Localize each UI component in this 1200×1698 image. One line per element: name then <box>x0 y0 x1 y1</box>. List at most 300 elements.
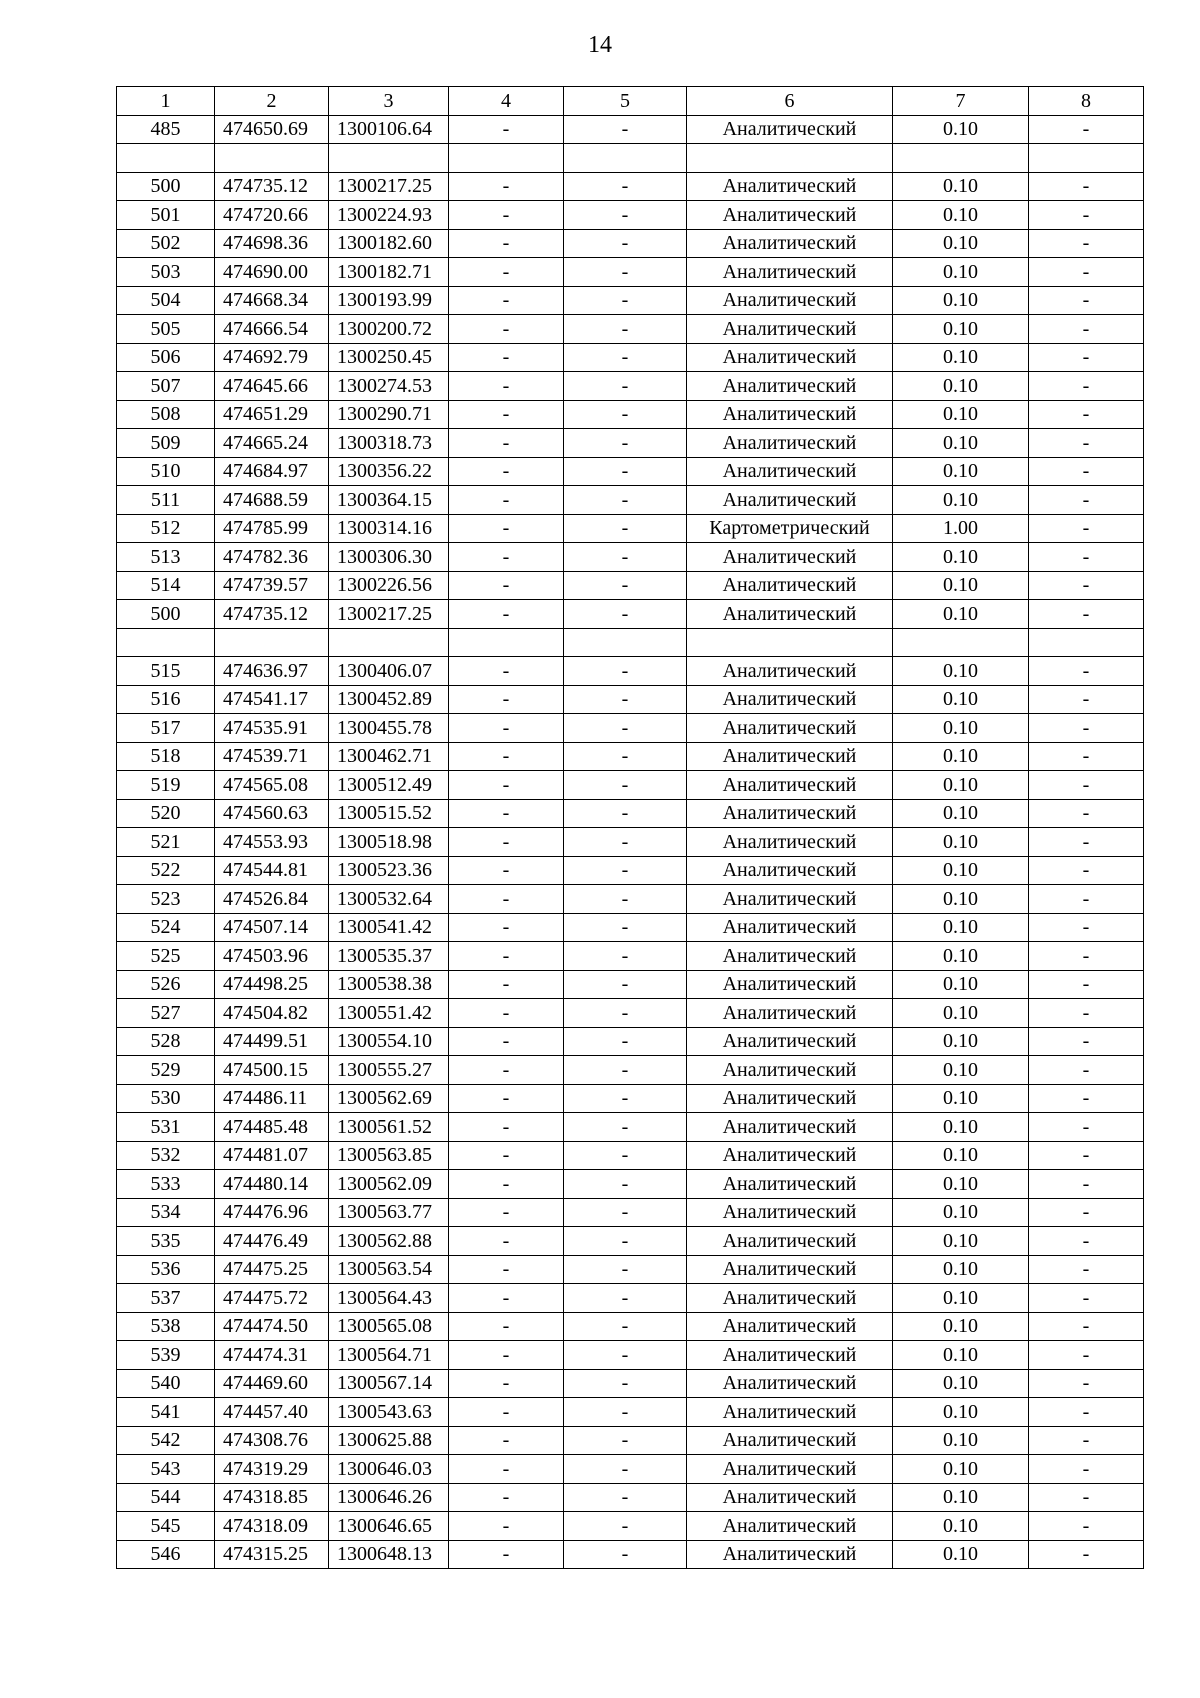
cell-y-coordinate: 1300306.30 <box>329 543 449 572</box>
cell-col-8: - <box>1029 856 1144 885</box>
cell-precision: 0.10 <box>893 942 1029 971</box>
cell-col-8: - <box>1029 942 1144 971</box>
cell-y-coordinate: 1300290.71 <box>329 400 449 429</box>
cell-precision: 0.10 <box>893 543 1029 572</box>
cell-precision: 0.10 <box>893 1398 1029 1427</box>
table-row <box>117 201 1144 230</box>
page-number: 14 <box>588 32 612 58</box>
cell-col-4: - <box>449 201 564 230</box>
cell-method: Аналитический <box>687 1483 893 1512</box>
cell-col-5: - <box>564 742 687 771</box>
table-row <box>117 771 1144 800</box>
cell-point-number: 536 <box>117 1255 215 1284</box>
table-row <box>117 315 1144 344</box>
cell-x-coordinate: 474500.15 <box>215 1056 329 1085</box>
cell-x-coordinate <box>215 144 329 173</box>
table-row <box>117 1483 1144 1512</box>
cell-col-5: - <box>564 913 687 942</box>
table-row <box>117 714 1144 743</box>
cell-x-coordinate: 474457.40 <box>215 1398 329 1427</box>
cell-col-8: - <box>1029 799 1144 828</box>
cell-y-coordinate: 1300200.72 <box>329 315 449 344</box>
cell-precision: 0.10 <box>893 828 1029 857</box>
cell-x-coordinate: 474636.97 <box>215 657 329 686</box>
cell-point-number: 528 <box>117 1027 215 1056</box>
cell-col-8: - <box>1029 1540 1144 1569</box>
cell-col-4: - <box>449 315 564 344</box>
cell-x-coordinate: 474544.81 <box>215 856 329 885</box>
cell-method: Аналитический <box>687 1170 893 1199</box>
cell-col-5: - <box>564 1312 687 1341</box>
cell-method: Аналитический <box>687 1198 893 1227</box>
cell-x-coordinate: 474504.82 <box>215 999 329 1028</box>
table-row <box>117 1170 1144 1199</box>
cell-y-coordinate: 1300217.25 <box>329 172 449 201</box>
cell-x-coordinate: 474498.25 <box>215 970 329 999</box>
cell-method: Аналитический <box>687 1540 893 1569</box>
cell-point-number: 529 <box>117 1056 215 1085</box>
cell-method: Аналитический <box>687 913 893 942</box>
cell-precision: 0.10 <box>893 1369 1029 1398</box>
table-row <box>117 1056 1144 1085</box>
cell-col-5: - <box>564 201 687 230</box>
cell-method: Аналитический <box>687 400 893 429</box>
cell-method: Аналитический <box>687 1084 893 1113</box>
cell-col-8: - <box>1029 1141 1144 1170</box>
cell-point-number: 546 <box>117 1540 215 1569</box>
cell-x-coordinate: 474474.50 <box>215 1312 329 1341</box>
cell-col-4: - <box>449 543 564 572</box>
cell-col-4: - <box>449 1027 564 1056</box>
cell-col-8: - <box>1029 685 1144 714</box>
cell-precision: 0.10 <box>893 600 1029 629</box>
cell-precision: 0.10 <box>893 1027 1029 1056</box>
cell-x-coordinate: 474476.49 <box>215 1227 329 1256</box>
cell-col-5: - <box>564 970 687 999</box>
cell-precision: 0.10 <box>893 1540 1029 1569</box>
cell-x-coordinate: 474565.08 <box>215 771 329 800</box>
cell-col-8: - <box>1029 372 1144 401</box>
cell-precision: 0.10 <box>893 1455 1029 1484</box>
cell-x-coordinate: 474688.59 <box>215 486 329 515</box>
cell-point-number: 540 <box>117 1369 215 1398</box>
cell-col-5: - <box>564 229 687 258</box>
cell-precision: 0.10 <box>893 172 1029 201</box>
cell-point-number: 508 <box>117 400 215 429</box>
cell-x-coordinate: 474735.12 <box>215 600 329 629</box>
column-header-1: 1 <box>117 87 215 116</box>
cell-col-8: - <box>1029 514 1144 543</box>
cell-col-4: - <box>449 514 564 543</box>
cell-point-number: 518 <box>117 742 215 771</box>
table-row <box>117 229 1144 258</box>
cell-precision: 0.10 <box>893 1312 1029 1341</box>
table-row <box>117 828 1144 857</box>
cell-precision: 0.10 <box>893 771 1029 800</box>
cell-y-coordinate: 1300356.22 <box>329 457 449 486</box>
cell-x-coordinate: 474720.66 <box>215 201 329 230</box>
cell-x-coordinate: 474308.76 <box>215 1426 329 1455</box>
cell-point-number: 544 <box>117 1483 215 1512</box>
cell-col-8: - <box>1029 1027 1144 1056</box>
cell-method: Аналитический <box>687 115 893 144</box>
column-header-4: 4 <box>449 87 564 116</box>
cell-col-5: - <box>564 685 687 714</box>
cell-col-5: - <box>564 942 687 971</box>
cell-col-5: - <box>564 1113 687 1142</box>
cell-precision: 0.10 <box>893 315 1029 344</box>
cell-col-8 <box>1029 628 1144 657</box>
cell-method: Аналитический <box>687 1455 893 1484</box>
cell-point-number: 503 <box>117 258 215 287</box>
cell-method: Аналитический <box>687 685 893 714</box>
cell-y-coordinate: 1300106.64 <box>329 115 449 144</box>
cell-col-5: - <box>564 400 687 429</box>
cell-point-number: 513 <box>117 543 215 572</box>
table-row <box>117 1341 1144 1370</box>
cell-method: Аналитический <box>687 1398 893 1427</box>
cell-point-number: 515 <box>117 657 215 686</box>
cell-precision <box>893 144 1029 173</box>
cell-precision: 0.10 <box>893 1227 1029 1256</box>
cell-y-coordinate: 1300462.71 <box>329 742 449 771</box>
cell-y-coordinate <box>329 628 449 657</box>
cell-point-number: 530 <box>117 1084 215 1113</box>
cell-col-4: - <box>449 286 564 315</box>
table-row <box>117 343 1144 372</box>
cell-col-8: - <box>1029 1398 1144 1427</box>
cell-y-coordinate: 1300563.77 <box>329 1198 449 1227</box>
cell-precision: 0.10 <box>893 343 1029 372</box>
cell-col-8: - <box>1029 970 1144 999</box>
cell-col-8: - <box>1029 429 1144 458</box>
cell-precision: 0.10 <box>893 685 1029 714</box>
cell-method: Аналитический <box>687 714 893 743</box>
column-header-6: 6 <box>687 87 893 116</box>
cell-col-8: - <box>1029 258 1144 287</box>
cell-point-number: 506 <box>117 343 215 372</box>
cell-y-coordinate: 1300217.25 <box>329 600 449 629</box>
cell-precision: 0.10 <box>893 1483 1029 1512</box>
cell-precision: 0.10 <box>893 258 1029 287</box>
cell-precision: 0.10 <box>893 571 1029 600</box>
cell-col-4: - <box>449 828 564 857</box>
cell-y-coordinate: 1300565.08 <box>329 1312 449 1341</box>
cell-method: Аналитический <box>687 201 893 230</box>
cell-x-coordinate: 474318.85 <box>215 1483 329 1512</box>
cell-col-8: - <box>1029 885 1144 914</box>
cell-precision: 0.10 <box>893 286 1029 315</box>
table-row <box>117 571 1144 600</box>
cell-precision: 0.10 <box>893 657 1029 686</box>
cell-col-4: - <box>449 600 564 629</box>
cell-method: Аналитический <box>687 571 893 600</box>
cell-col-5: - <box>564 1512 687 1541</box>
cell-col-4: - <box>449 400 564 429</box>
cell-col-8: - <box>1029 1198 1144 1227</box>
cell-method: Аналитический <box>687 229 893 258</box>
cell-col-8: - <box>1029 201 1144 230</box>
cell-point-number: 517 <box>117 714 215 743</box>
cell-method: Аналитический <box>687 486 893 515</box>
table-row <box>117 856 1144 885</box>
cell-col-4: - <box>449 970 564 999</box>
cell-method: Аналитический <box>687 543 893 572</box>
cell-col-8: - <box>1029 714 1144 743</box>
cell-y-coordinate: 1300646.65 <box>329 1512 449 1541</box>
column-header-3: 3 <box>329 87 449 116</box>
cell-precision: 0.10 <box>893 372 1029 401</box>
cell-precision: 0.10 <box>893 1141 1029 1170</box>
cell-precision: 0.10 <box>893 799 1029 828</box>
cell-col-5: - <box>564 372 687 401</box>
cell-col-4: - <box>449 1398 564 1427</box>
cell-col-8: - <box>1029 1512 1144 1541</box>
cell-col-5: - <box>564 286 687 315</box>
cell-point-number: 545 <box>117 1512 215 1541</box>
cell-precision: 0.10 <box>893 913 1029 942</box>
cell-y-coordinate: 1300406.07 <box>329 657 449 686</box>
table-row <box>117 457 1144 486</box>
cell-y-coordinate: 1300561.52 <box>329 1113 449 1142</box>
cell-col-4: - <box>449 657 564 686</box>
cell-method: Аналитический <box>687 942 893 971</box>
cell-col-8: - <box>1029 1341 1144 1370</box>
cell-col-5: - <box>564 1084 687 1113</box>
cell-col-8: - <box>1029 343 1144 372</box>
cell-precision: 0.10 <box>893 1056 1029 1085</box>
cell-y-coordinate: 1300364.15 <box>329 486 449 515</box>
table-row <box>117 913 1144 942</box>
cell-method: Аналитический <box>687 657 893 686</box>
cell-col-4: - <box>449 1369 564 1398</box>
cell-y-coordinate: 1300541.42 <box>329 913 449 942</box>
cell-col-8: - <box>1029 1056 1144 1085</box>
table-row <box>117 543 1144 572</box>
cell-method: Аналитический <box>687 457 893 486</box>
table-row <box>117 172 1144 201</box>
cell-method: Аналитический <box>687 1426 893 1455</box>
cell-col-4: - <box>449 343 564 372</box>
cell-point-number: 531 <box>117 1113 215 1142</box>
cell-method: Аналитический <box>687 258 893 287</box>
cell-col-8: - <box>1029 1369 1144 1398</box>
cell-col-4: - <box>449 1483 564 1512</box>
cell-x-coordinate: 474692.79 <box>215 343 329 372</box>
cell-col-8: - <box>1029 315 1144 344</box>
cell-point-number: 500 <box>117 600 215 629</box>
cell-col-8: - <box>1029 1284 1144 1313</box>
cell-col-4: - <box>449 172 564 201</box>
cell-x-coordinate: 474645.66 <box>215 372 329 401</box>
table-row <box>117 1426 1144 1455</box>
cell-point-number: 485 <box>117 115 215 144</box>
cell-col-4: - <box>449 799 564 828</box>
column-header-8: 8 <box>1029 87 1144 116</box>
cell-col-4: - <box>449 571 564 600</box>
table-row <box>117 1369 1144 1398</box>
table-row <box>117 742 1144 771</box>
cell-x-coordinate: 474668.34 <box>215 286 329 315</box>
cell-method: Аналитический <box>687 970 893 999</box>
cell-col-8: - <box>1029 286 1144 315</box>
cell-col-4: - <box>449 999 564 1028</box>
cell-col-5: - <box>564 514 687 543</box>
cell-y-coordinate: 1300563.85 <box>329 1141 449 1170</box>
cell-point-number: 533 <box>117 1170 215 1199</box>
cell-method: Аналитический <box>687 429 893 458</box>
table-row <box>117 372 1144 401</box>
cell-y-coordinate: 1300512.49 <box>329 771 449 800</box>
table-row <box>117 885 1144 914</box>
table-header-row <box>117 87 1144 116</box>
cell-col-4: - <box>449 714 564 743</box>
cell-y-coordinate: 1300318.73 <box>329 429 449 458</box>
cell-method: Аналитический <box>687 600 893 629</box>
cell-method: Картометрический <box>687 514 893 543</box>
cell-col-8: - <box>1029 571 1144 600</box>
cell-x-coordinate <box>215 628 329 657</box>
cell-col-8: - <box>1029 600 1144 629</box>
table-row <box>117 1540 1144 1569</box>
cell-col-8: - <box>1029 1255 1144 1284</box>
cell-y-coordinate: 1300551.42 <box>329 999 449 1028</box>
cell-col-8: - <box>1029 742 1144 771</box>
cell-y-coordinate: 1300182.60 <box>329 229 449 258</box>
cell-col-5: - <box>564 885 687 914</box>
cell-y-coordinate: 1300515.52 <box>329 799 449 828</box>
cell-col-4: - <box>449 229 564 258</box>
cell-x-coordinate: 474526.84 <box>215 885 329 914</box>
table-row <box>117 1113 1144 1142</box>
cell-col-8: - <box>1029 1455 1144 1484</box>
table-row <box>117 685 1144 714</box>
cell-x-coordinate: 474782.36 <box>215 543 329 572</box>
cell-col-5: - <box>564 771 687 800</box>
cell-col-5: - <box>564 457 687 486</box>
table-row <box>117 1312 1144 1341</box>
table-row <box>117 258 1144 287</box>
cell-y-coordinate: 1300646.03 <box>329 1455 449 1484</box>
table-row <box>117 970 1144 999</box>
cell-col-8: - <box>1029 115 1144 144</box>
cell-precision: 0.10 <box>893 429 1029 458</box>
cell-method <box>687 628 893 657</box>
cell-x-coordinate: 474684.97 <box>215 457 329 486</box>
cell-col-4: - <box>449 1512 564 1541</box>
cell-col-4: - <box>449 1141 564 1170</box>
cell-x-coordinate: 474507.14 <box>215 913 329 942</box>
cell-y-coordinate: 1300563.54 <box>329 1255 449 1284</box>
table-row-separator <box>117 144 1144 173</box>
cell-method: Аналитический <box>687 1341 893 1370</box>
column-header-7: 7 <box>893 87 1029 116</box>
cell-col-4: - <box>449 771 564 800</box>
cell-method: Аналитический <box>687 1227 893 1256</box>
cell-col-8: - <box>1029 657 1144 686</box>
cell-point-number: 526 <box>117 970 215 999</box>
cell-col-4: - <box>449 1084 564 1113</box>
cell-precision: 0.10 <box>893 999 1029 1028</box>
table-row <box>117 1227 1144 1256</box>
table-row <box>117 1255 1144 1284</box>
cell-col-5: - <box>564 1540 687 1569</box>
cell-method: Аналитический <box>687 1312 893 1341</box>
cell-col-4: - <box>449 685 564 714</box>
cell-col-4: - <box>449 942 564 971</box>
cell-x-coordinate: 474666.54 <box>215 315 329 344</box>
cell-col-4: - <box>449 1056 564 1085</box>
table-row <box>117 486 1144 515</box>
cell-x-coordinate: 474485.48 <box>215 1113 329 1142</box>
cell-y-coordinate: 1300625.88 <box>329 1426 449 1455</box>
table-row <box>117 1455 1144 1484</box>
cell-x-coordinate: 474735.12 <box>215 172 329 201</box>
cell-col-4: - <box>449 1341 564 1370</box>
cell-y-coordinate: 1300452.89 <box>329 685 449 714</box>
cell-col-4: - <box>449 1284 564 1313</box>
cell-col-8: - <box>1029 828 1144 857</box>
cell-col-5: - <box>564 315 687 344</box>
cell-y-coordinate: 1300314.16 <box>329 514 449 543</box>
cell-x-coordinate: 474318.09 <box>215 1512 329 1541</box>
cell-x-coordinate: 474503.96 <box>215 942 329 971</box>
table-row <box>117 514 1144 543</box>
cell-y-coordinate: 1300274.53 <box>329 372 449 401</box>
cell-col-5: - <box>564 543 687 572</box>
cell-point-number: 543 <box>117 1455 215 1484</box>
cell-method: Аналитический <box>687 1113 893 1142</box>
cell-col-8: - <box>1029 1084 1144 1113</box>
cell-point-number: 538 <box>117 1312 215 1341</box>
cell-x-coordinate: 474739.57 <box>215 571 329 600</box>
cell-method: Аналитический <box>687 828 893 857</box>
cell-x-coordinate: 474698.36 <box>215 229 329 258</box>
cell-x-coordinate: 474499.51 <box>215 1027 329 1056</box>
cell-point-number: 519 <box>117 771 215 800</box>
cell-precision: 0.10 <box>893 1255 1029 1284</box>
cell-point-number: 537 <box>117 1284 215 1313</box>
cell-x-coordinate: 474481.07 <box>215 1141 329 1170</box>
cell-point-number: 524 <box>117 913 215 942</box>
cell-col-5: - <box>564 828 687 857</box>
cell-y-coordinate: 1300562.69 <box>329 1084 449 1113</box>
cell-col-4: - <box>449 429 564 458</box>
cell-x-coordinate: 474469.60 <box>215 1369 329 1398</box>
cell-col-8: - <box>1029 400 1144 429</box>
cell-precision: 0.10 <box>893 1170 1029 1199</box>
cell-precision: 0.10 <box>893 1084 1029 1113</box>
cell-precision: 0.10 <box>893 400 1029 429</box>
cell-point-number: 525 <box>117 942 215 971</box>
cell-method: Аналитический <box>687 372 893 401</box>
cell-y-coordinate: 1300543.63 <box>329 1398 449 1427</box>
cell-method: Аналитический <box>687 1255 893 1284</box>
cell-precision: 0.10 <box>893 229 1029 258</box>
cell-point-number: 520 <box>117 799 215 828</box>
coordinates-table <box>116 86 1144 1569</box>
cell-point-number: 505 <box>117 315 215 344</box>
cell-col-5: - <box>564 1227 687 1256</box>
cell-col-4: - <box>449 372 564 401</box>
cell-x-coordinate: 474560.63 <box>215 799 329 828</box>
cell-col-5: - <box>564 571 687 600</box>
cell-col-4: - <box>449 1170 564 1199</box>
cell-x-coordinate: 474315.25 <box>215 1540 329 1569</box>
cell-y-coordinate: 1300226.56 <box>329 571 449 600</box>
cell-precision: 0.10 <box>893 457 1029 486</box>
table-row <box>117 657 1144 686</box>
